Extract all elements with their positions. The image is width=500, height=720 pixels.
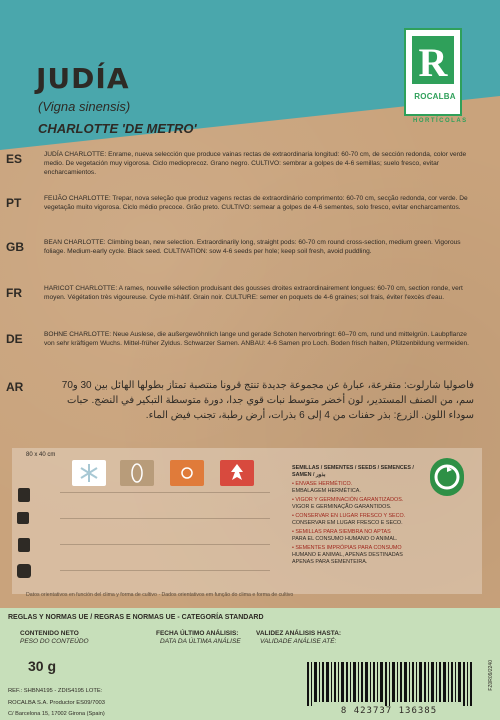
legend-line: • VIGOR Y GERMINACIÓN GARANTIZADOS. [292,497,404,503]
validity-sub: VALIDADE ANÁLISE ATÉ: [260,638,337,645]
lang-code: PT [6,196,22,210]
plant-spacing: 80 x 40 cm [26,452,56,458]
barcode [305,662,473,706]
eu-rules-line: REGLAS Y NORMAS UE / REGRAS E NORMAS UE - CATEGORÍA STANDARD [8,614,264,621]
spring-season [120,460,154,486]
lang-text: BOHNE CHARLOTTE: Neue Auslese, die außergewöhnlich lange und gerade Schoten hervorbringt: 60–70 cm, rund und mittelgrün. Laubpflanze von sehr kräftigem Wuchs. Mittel-früher Zyldus. Schwarzer Samen. ANBAU: 4-6 Samen pro Loch. Boden frisch halten, Pfützenbildung vermeiden. [44,331,470,347]
harvest-hand-icon [17,564,31,578]
leaf-icon [220,460,254,486]
calendar-activity-icons [14,486,36,594]
legend-line: • ENVASE HERMÉTICO. [292,481,353,487]
legend-line: • CONSERVAR EN LUGAR FRESCO Y SECO. [292,513,406,519]
lang-code: FR [6,286,22,300]
reference-code: REF.: SHBN4195 - ZDIS4195 LOTE: [8,688,103,694]
brand-logo [404,28,462,116]
analysis-date-sub: DATA DA ÚLTIMA ANÁLISE [160,638,241,645]
side-code: FZ0R09/2240 [488,660,494,691]
transplant-icon [18,538,30,552]
snowflake-icon [72,460,106,486]
lang-code: GB [6,240,24,254]
net-weight: 30 g [28,658,57,674]
address-line: C/ Barcelona 15, 17002 Girona (Spain) [8,711,105,717]
legend-line-pt: PARA EL CONSUMO HUMANO O ANIMAL. [292,536,398,542]
lang-text: HARICOT CHARLOTTE: A rames, nouvelle sélection produisant des gousses droites extraordinairement longues: 60-70 cm, section ronde, vert moyen. Végétation très vigoureuse. Cycle mi-hâtif. Grain noir. CULTURE: semer en poquets de 4-6 graines; sol frais, éviter l'excès d'eau. [44,285,463,301]
lang-text: FEIJÃO CHARLOTTE: Trepar, nova seleção que produz vagens rectas de extraordinário comprimento: 60-70 cm, secção redonda, cor verde. De vegetação muito vigorosa. Ciclo médio precoce. Grão preto. CULTIVO: semear a golpes de 4-6 sementes, solo fresco, evitar encharcamentos. [44,195,468,211]
lang-text: فاصوليا شارلوت: متفرعة، عبارة عن مجموعة جديدة تنتج قرونا منتصبة تمتاز بطولها الهائل بين 30 و70 سم، من الصنف المستدير، لون أخضر متوسط نبات قوي جدا، دورة متوسطة التبكير في النضج. حبات سوداء اللون. الزرع: بذر حفنات من 4 إلى 6 بذرات، أرض رطبة، تجنب فيض الماء. [61,380,474,421]
producer-line: ROCALBA S.A. Productor ES09/7003 [8,700,105,706]
summer-season [170,460,204,486]
lang-text: JUDÍA CHARLOTTE: Enrame, nueva selección que produce vainas rectas de extraordinaria longitud: 60-70 cm, de sección redonda, color verde medio. De vegetación muy vigorosa. Ciclo medioprecoz. Grano negro. CULTIVO: sembrar a golpes de 4-6 semillas; suelo fresco, evitar encharcamientos. [44,151,467,176]
brand-subtitle: HORTÍCOLAS [413,118,468,124]
legend-line: • SEMILLAS PARA SIEMBRA NO APTAS [292,529,391,535]
net-content-label: CONTENIDO NETO [20,630,79,637]
lang-code: ES [6,152,23,166]
recycle-icon [430,458,464,496]
seed-bag-icon [18,488,30,502]
product-title: JUDÍA [36,62,130,95]
r-logo-icon [412,36,454,84]
legend-line: • SEMENTES IMPRÓPIAS PARA CONSUMO [292,545,402,551]
seed-legend [292,465,422,568]
legend-line-pt: EMBALAGEM HERMÉTICA. [292,488,361,494]
svg-text:R: R [418,40,448,84]
legend-line-pt: VIGOR E GERMINAÇÃO GARANTIDOS. [292,504,392,510]
net-content-sub: PESO DO CONTEÚDO [20,638,89,645]
calendar-grid [60,458,270,590]
legend-heading: SEMILLAS / SEMENTES / SEEDS / SEMENCES / SAMEN / بذور [292,465,414,478]
validity-label: VALIDEZ ANÁLISIS HASTA: [256,630,342,637]
autumn-season [220,460,254,486]
lang-code: AR [6,380,24,394]
seed-icon [120,460,154,486]
legend-line-pt: CONSERVAR EM LUGAR FRESCO E SECO. [292,520,403,526]
brand-name: ROCALBA [414,92,456,101]
winter-season [72,460,106,486]
barcode-number: 8 423737 136385 [340,706,438,716]
sun-icon [170,460,204,486]
calendar-footnote: Datos orientativos en función del clima y forma de cultivo · Dados orientativos em função do clima e forma de cultivo [26,592,294,598]
lang-code: DE [6,332,23,346]
lang-text: BEAN CHARLOTTE: Climbing bean, new selection. Extraordinarily long, straight pods: 60-70 cm round cross-section, medium green. Vigorous foliage. Medium-early cycle. Black seed. CULTIVATION: sow 4-6 seeds per hole; keep soil fresh, avoid puddling. [44,239,461,255]
analysis-date-label: FECHA ÚLTIMO ANÁLISIS: [156,630,239,637]
watering-can-icon [17,512,29,524]
latin-name: (Vigna sinensis) [38,99,131,114]
legend-line-pt: HUMANO E ANIMAL, APENAS DESTINADAS APENAS PARA SEMENTEIRA. [292,552,403,565]
variety-name: CHARLOTTE 'DE METRO' [38,121,197,136]
